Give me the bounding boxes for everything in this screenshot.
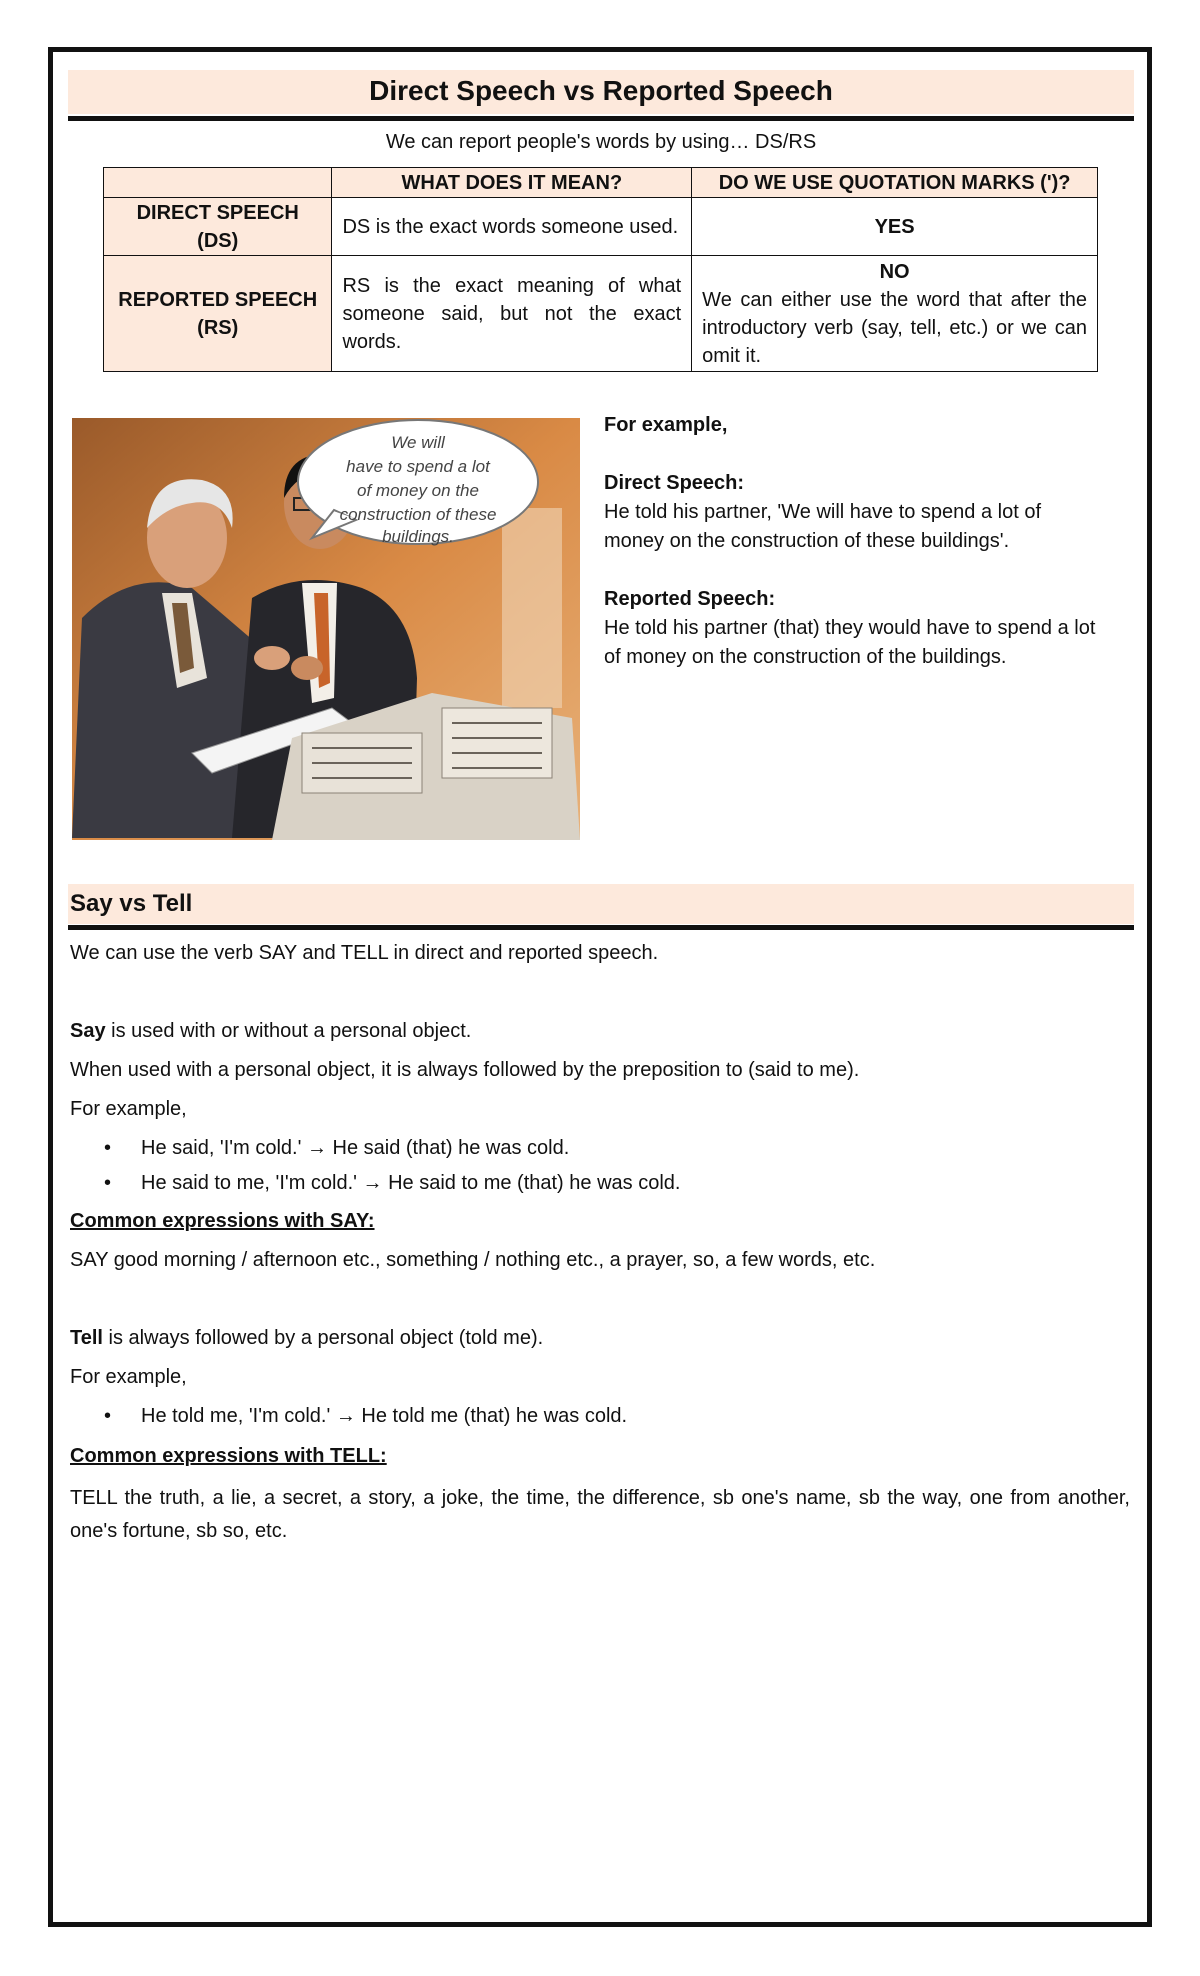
row-quotation-reported [692,256,1098,372]
say-example-2: He said to me, 'I'm cold.' → He said to me (that) he was cold. [141,1172,681,1194]
say-expressions: SAY good morning / afternoon etc., something / nothing etc., a prayer, so, a few words, etc. [70,1249,876,1271]
row-meaning-direct: DS is the exact words someone used. [332,198,692,256]
row-quotation-direct: YES [692,198,1098,256]
spacer [604,556,1104,585]
title-rule [68,116,1134,121]
tell-line-1-rest: is always followed by a personal object (told me). [102,1327,544,1349]
table-header-quotation: DO WE USE QUOTATION MARKS (')? [692,168,1098,198]
businessmen-illustration [72,418,580,840]
table-row [104,198,1098,256]
tell-expressions: TELL the truth, a lie, a secret, a story, a joke, the time, the difference, sb one's name, sb the way, one from another, one's fortune, sb so, etc. [70,1487,1130,1542]
say-line-1 [70,1018,1130,1044]
tell-for-example: For example, [70,1366,187,1388]
example-block [604,411,1104,672]
direct-speech-label: Direct Speech: [604,472,745,494]
section-rule [68,925,1134,930]
table-header-meaning: WHAT DOES IT MEAN? [332,168,692,198]
tell-example-1: He told me, 'I'm cold.' → He told me (that) he was cold. [141,1405,628,1427]
svg-text:of money on the: of money on the [357,481,479,500]
bullet-icon: • [104,1405,112,1427]
say-example-1: He said, 'I'm cold.' → He said (that) he was cold. [141,1137,570,1159]
say-for-example: For example, [70,1098,187,1120]
table-header-row [104,168,1098,198]
svg-text:have to spend a lot: have to spend a lot [346,457,490,476]
svg-text:buildings.: buildings. [382,527,454,546]
spacer [604,440,1104,469]
tell-term: Tell [70,1327,103,1349]
reported-speech-text: He told his partner (that) they would have to spend a lot of money on the construction of the buildings. [604,617,1096,668]
bullet-icon: • [104,1172,112,1194]
table-header-corner [104,168,332,198]
quotation-answer-reported: NO [879,260,910,283]
svg-text:We will: We will [391,433,445,452]
say-tell-intro: We can use the verb SAY and TELL in direct and reported speech. [70,942,659,964]
example-intro: For example, [604,414,728,436]
say-line-1-rest: is used with or without a personal object. [105,1020,472,1042]
quotation-note-reported: We can either use the word that after the introductory verb (say, tell, etc.) or we can omit it. [702,288,1087,367]
say-line-2: When used with a personal object, it is always followed by the preposition to (said to me). [70,1059,860,1081]
row-label-direct: DIRECT SPEECH (DS) [104,198,332,256]
section-title: Say vs Tell [70,890,193,917]
reported-speech-label: Reported Speech: [604,588,776,610]
row-meaning-reported: RS is the exact meaning of what someone said, but not the exact words. [332,256,692,372]
say-term: Say [70,1020,106,1042]
direct-speech-text: He told his partner, 'We will have to spend a lot of money on the construction of these buildings'. [604,501,1042,552]
row-label-reported: REPORTED SPEECH (RS) [104,256,332,372]
page-title: Direct Speech vs Reported Speech [369,75,833,106]
section-band [68,884,1134,924]
bullet-icon: • [104,1137,112,1159]
svg-text:construction of these: construction of these [339,505,497,524]
page-subtitle: We can report people's words by using… DS/RS [385,131,817,153]
table-row [104,256,1098,372]
say-expressions-heading: Common expressions with SAY: [70,1210,375,1232]
tell-line-1 [70,1325,1130,1351]
comparison-table [103,167,1098,372]
tell-expressions-heading: Common expressions with TELL: [70,1445,387,1467]
